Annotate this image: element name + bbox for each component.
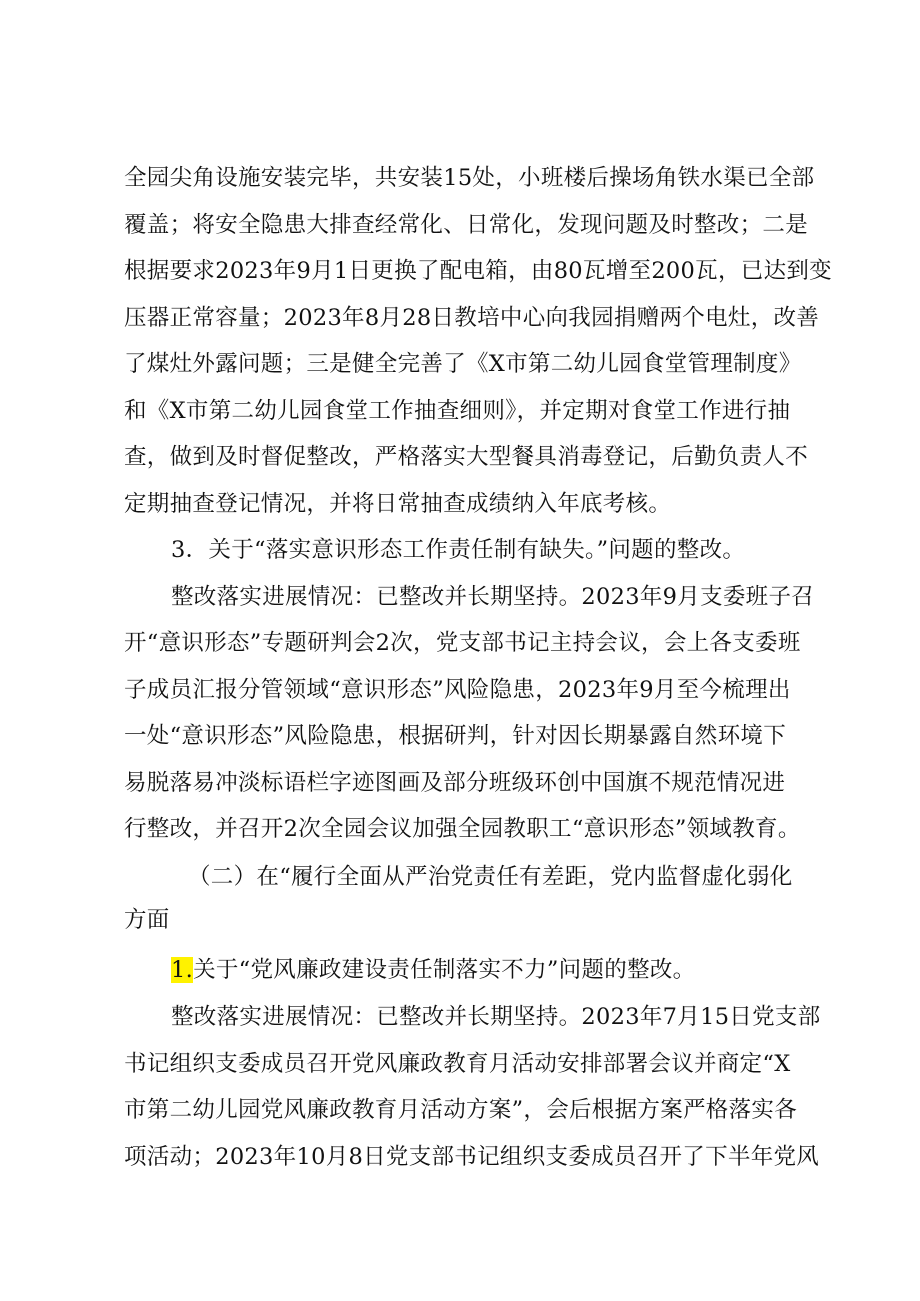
section-2-heading-line-1: （二）在“履行全面从严治党责任有差距，党内监督虚化弱化 <box>188 864 793 890</box>
paragraph-1-line-8: 定期抽查登记情况，并将日常抽查成绩纳入年底考核。 <box>124 491 672 517</box>
paragraph-3-line-4: 项活动；2023年10月8日党支部书记组织支委成员召开了下半年党风 <box>124 1144 820 1170</box>
paragraph-3-line-2: 书记组织支委成员召开党风廉政教育月活动安排部署会议并商定“X <box>124 1051 791 1077</box>
paragraph-2-line-4: 一处“意识形态”风险隐患，根据研判，针对因长期暴露自然环境下 <box>124 723 787 749</box>
item-1-heading <box>171 955 695 985</box>
section-2-heading-line-2: 方面 <box>124 907 170 933</box>
paragraph-2-line-3: 子成员汇报分管领域“意识形态”风险隐患，2023年9月至今梳理出 <box>124 677 791 703</box>
paragraph-2-line-1: 整改落实进展情况：已整改并长期坚持。2023年9月支委班子召 <box>171 584 815 610</box>
paragraph-3-line-1: 整改落实进展情况：已整改并长期坚持。2023年7月15日党支部 <box>171 1004 821 1030</box>
item-1-text: 关于“党风廉政建设责任制落实不力”问题的整改。 <box>193 957 696 983</box>
paragraph-1-line-6: 和《X市第二幼儿园食堂工作抽查细则》，并定期对食堂工作进行抽 <box>124 398 791 424</box>
paragraph-1-line-2: 覆盖；将安全隐患大排查经常化、日常化，发现问题及时整改；二是 <box>124 212 809 238</box>
paragraph-2-line-5: 易脱落易冲淡标语栏字迹图画及部分班级环创中国旗不规范情况进 <box>124 770 786 796</box>
paragraph-3-line-3: 市第二幼儿园党风廉政教育月活动方案”，会后根据方案严格落实各 <box>124 1097 798 1123</box>
item-3-heading: 3．关于“落实意识形态工作责任制有缺失。”问题的整改。 <box>171 537 746 563</box>
paragraph-1-line-1: 全园尖角设施安装完毕，共安装15处，小班楼后操场角铁水渠已全部 <box>124 165 815 191</box>
paragraph-2-line-2: 开“意识形态”专题研判会2次，党支部书记主持会议，会上各支委班 <box>124 630 801 656</box>
item-1-number: 1. <box>171 957 194 983</box>
paragraph-2-line-6: 行整改，并召开2次全园会议加强全园教职工“意识形态”领域教育。 <box>124 816 801 842</box>
paragraph-1-line-4: 压器正常容量；2023年8月28日教培中心向我园捐赠两个电灶，改善 <box>124 305 820 331</box>
paragraph-1-line-5: 了煤灶外露问题；三是健全完善了《X市第二幼儿园食堂管理制度》 <box>124 351 802 377</box>
paragraph-1-line-3: 根据要求2023年9月1日更换了配电箱，由80瓦增至200瓦，已达到变 <box>124 258 832 284</box>
paragraph-1-line-7: 查，做到及时督促整改，严格落实大型餐具消毒登记，后勤负责人不 <box>124 444 809 470</box>
